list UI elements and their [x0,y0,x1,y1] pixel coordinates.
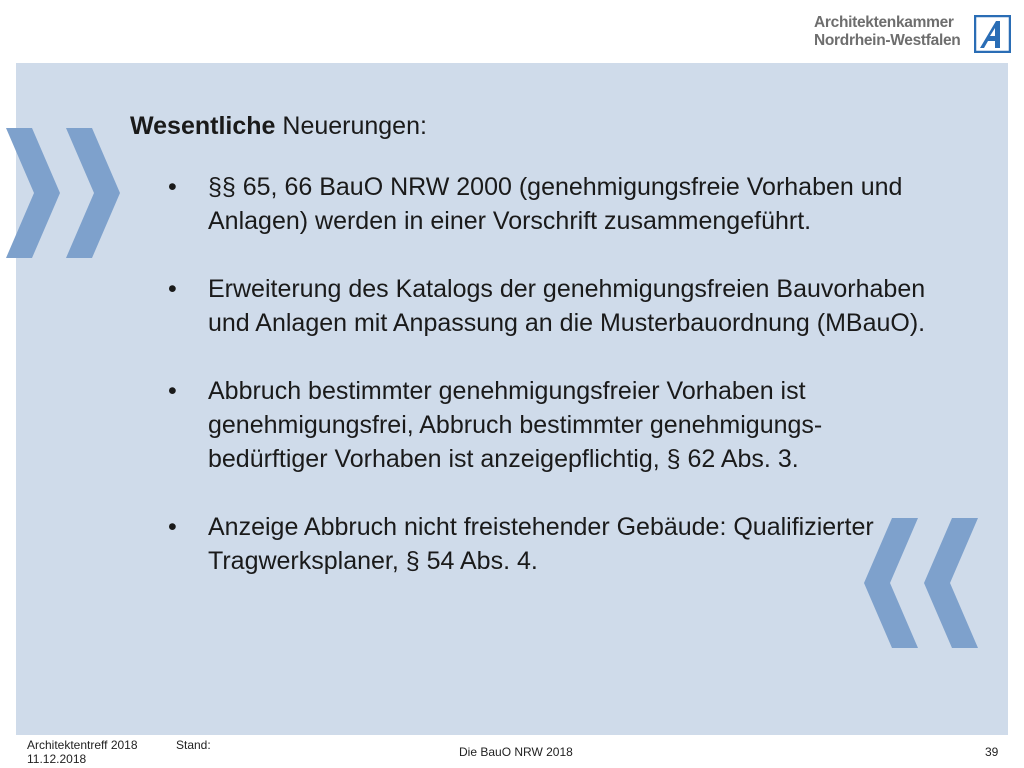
bullet-item [130,272,930,340]
footer-stand-label: Stand: [176,738,211,752]
heading-bold: Wesentliche [130,112,276,140]
footer-title: Die BauO NRW 2018 [459,745,573,759]
bullet-item [130,374,930,476]
chamber-logo [814,14,1014,54]
logo-text [814,14,966,50]
bullet-dot: • [168,377,177,405]
bullet-text: Erweiterung des Katalogs der genehmigungsfreien Bauvorhaben und Anlagen mit Anpassung an die Musterbauordnung (MBauO). [208,275,926,337]
bullet-item [130,510,930,578]
slide-content [130,110,930,612]
page-number: 39 [985,745,999,759]
logo-mark-icon [974,15,1011,53]
bullet-dot: • [168,173,177,201]
bullet-dot: • [168,513,177,541]
heading-rest: Neuerungen: [275,112,427,140]
bullet-item [130,170,930,238]
bullet-list [130,170,930,578]
bullet-text: §§ 65, 66 BauO NRW 2000 (genehmigungsfreie Vorhaben und Anlagen) werden in einer Vorschrift zusammengeführt. [208,173,903,235]
double-chevron-right-icon [6,128,126,258]
logo-line-2: Nordrhein-Westfalen [814,32,961,49]
logo-line-1: Architektenkammer [814,14,954,31]
footer-date: 11.12.2018 [27,752,87,766]
slide-heading [130,110,930,142]
footer-event-name: Architektentreff 2018 [27,738,138,752]
bullet-dot: • [168,275,177,303]
footer-event [27,738,138,766]
bullet-text: Abbruch bestimmter genehmigungsfreier Vorhaben ist genehmigungsfrei, Abbruch bestimmter genehmigungs-bedürftiger Vorhaben ist anzeigepflichtig, § 62 Abs. 3. [208,377,823,473]
bullet-text: Anzeige Abbruch nicht freistehender Gebäude: Qualifizierter Tragwerksplaner, § 54 Abs. 4. [208,513,874,575]
